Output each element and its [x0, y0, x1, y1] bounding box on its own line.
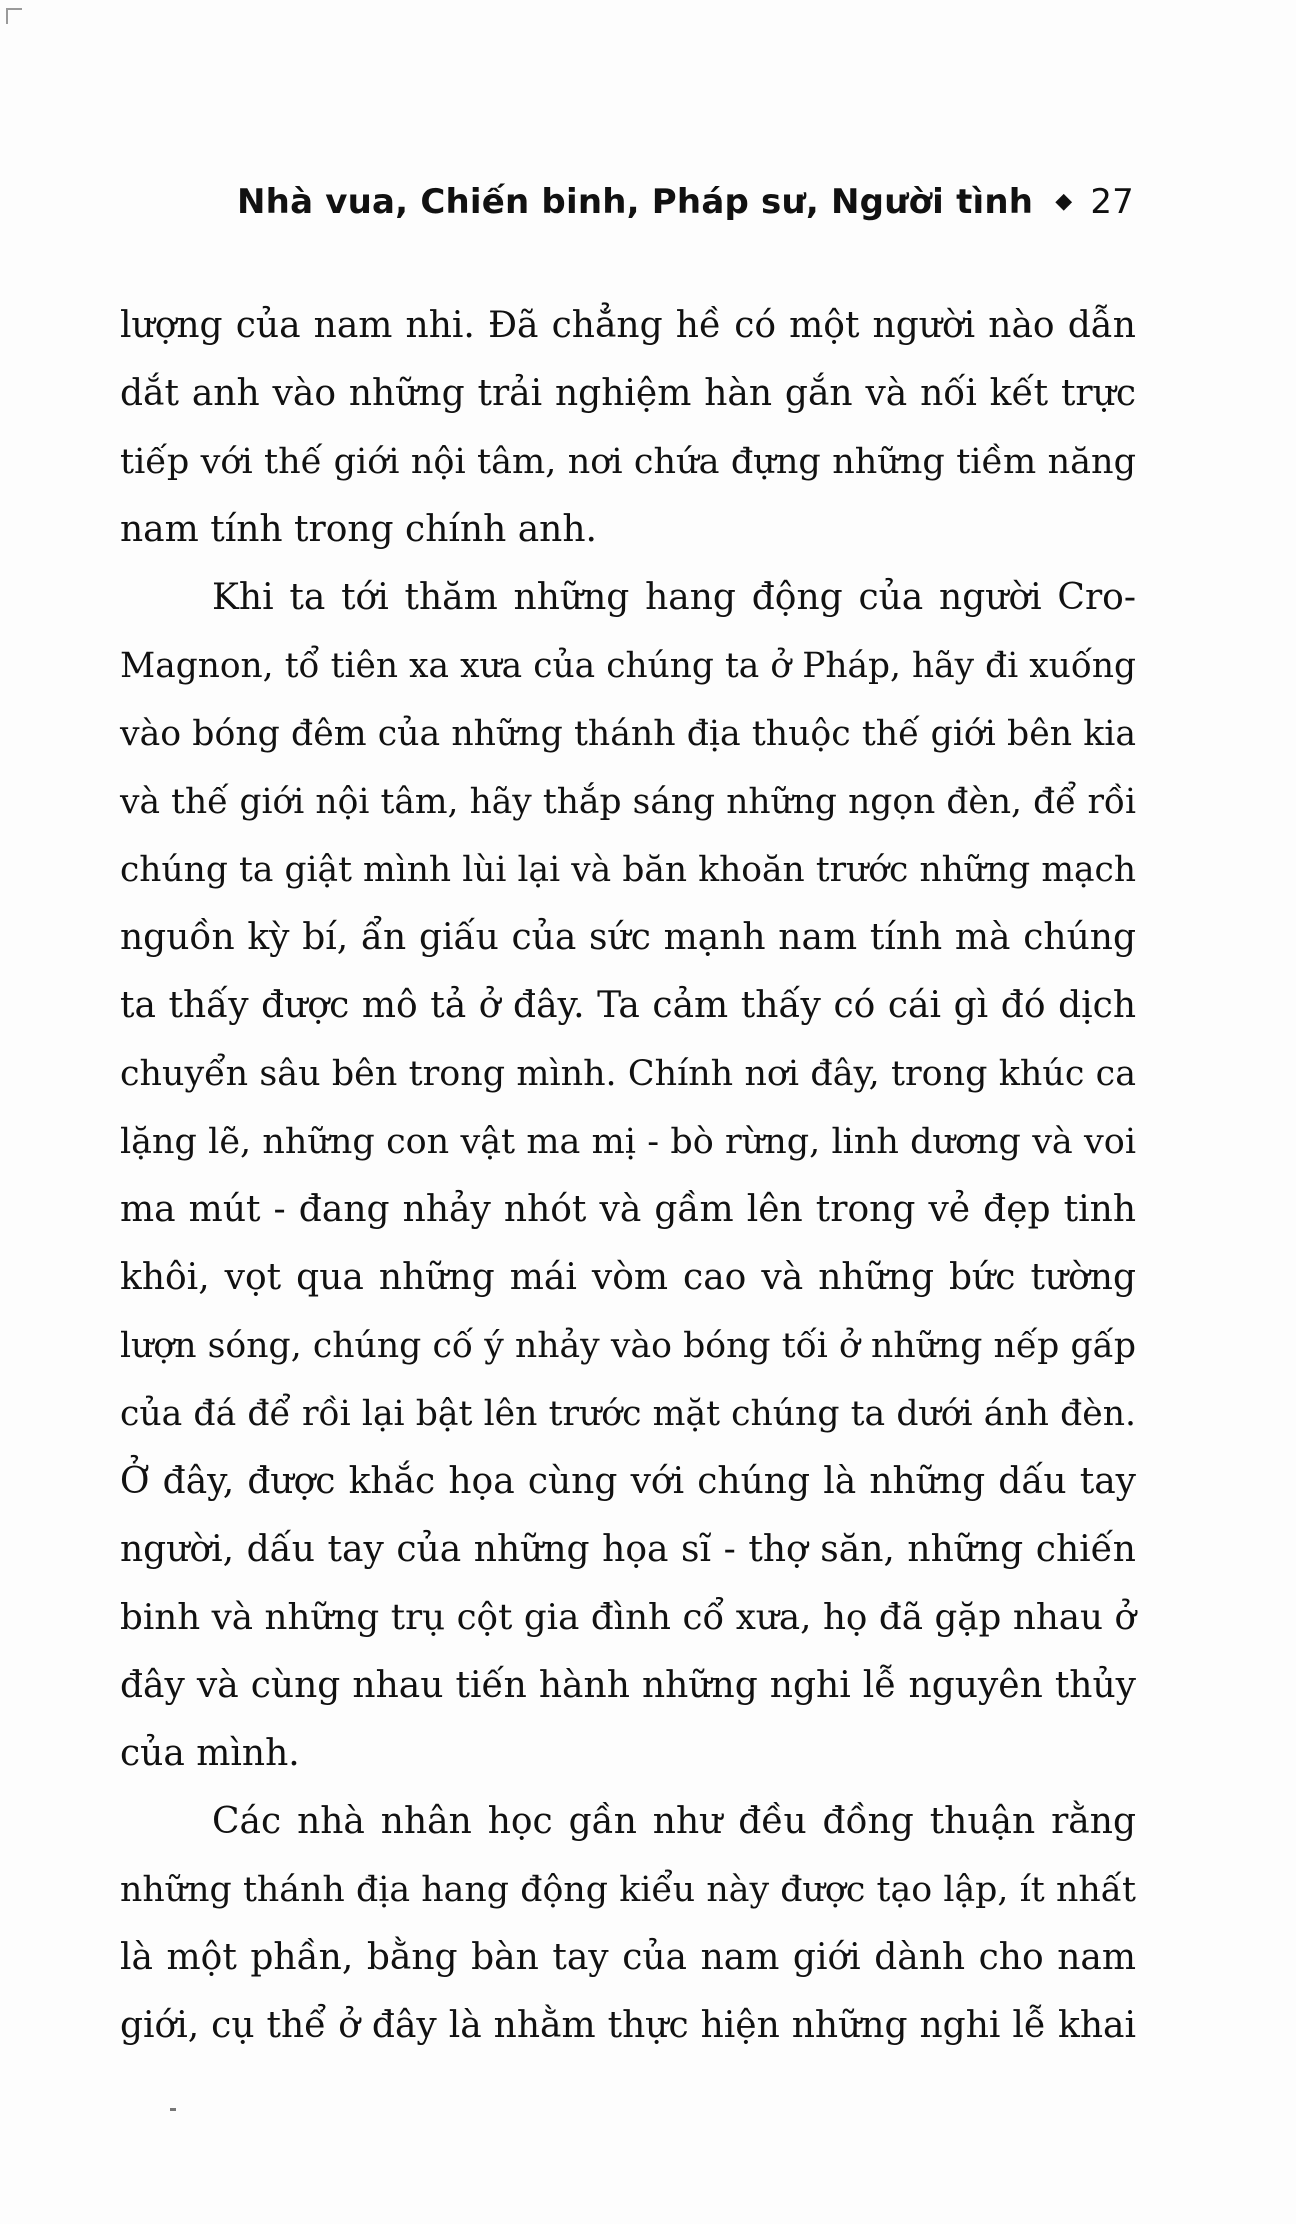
header-title: Nhà vua, Chiến binh, Pháp sư, Người tình [237, 182, 1034, 222]
body-text [120, 292, 1136, 2060]
text-line: Ở đây, được khắc họa cùng với chúng là những dấu tay [120, 1461, 1136, 1502]
text-line: của đá để rồi lại bật lên trước mặt chúng ta dưới ánh đèn. [120, 1394, 1136, 1434]
text-line: và thế giới nội tâm, hãy thắp sáng những ngọn đèn, để rồi [120, 782, 1136, 822]
text-line: lặng lẽ, những con vật ma mị - bò rừng, linh dương và voi [120, 1122, 1136, 1162]
paragraph-1 [120, 292, 1136, 564]
text-line: là một phần, bằng bàn tay của nam giới dành cho nam [120, 1937, 1136, 1978]
text-line: của mình. [120, 1733, 300, 1774]
text-line: ta thấy được mô tả ở đây. Ta cảm thấy có cái gì đó dịch [120, 985, 1136, 1026]
running-header [0, 182, 1134, 222]
text-line: người, dấu tay của những họa sĩ - thợ săn, những chiến [120, 1529, 1136, 1570]
text-line: chuyển sâu bên trong mình. Chính nơi đây, trong khúc ca [120, 1054, 1136, 1094]
text-line: lượn sóng, chúng cố ý nhảy vào bóng tối ở những nếp gấp [120, 1326, 1136, 1366]
text-line: chúng ta giật mình lùi lại và băn khoăn trước những mạch [120, 850, 1136, 890]
diamond-separator-icon: ◆ [1055, 189, 1073, 214]
text-line: Magnon, tổ tiên xa xưa của chúng ta ở Pháp, hãy đi xuống [120, 646, 1136, 686]
scan-corner-mark [6, 8, 22, 24]
paragraph-2 [120, 564, 1136, 1788]
text-line: Khi ta tới thăm những hang động của người Cro- [212, 577, 1136, 618]
text-line: nguồn kỳ bí, ẩn giấu của sức mạnh nam tính mà chúng [120, 917, 1136, 958]
text-line: vào bóng đêm của những thánh địa thuộc thế giới bên kia [120, 714, 1136, 754]
text-line: giới, cụ thể ở đây là nhằm thực hiện những nghi lễ khai [120, 2005, 1136, 2046]
page-number: 27 [1090, 182, 1134, 222]
text-line: lượng của nam nhi. Đã chẳng hề có một người nào dẫn [120, 305, 1136, 346]
text-line: những thánh địa hang động kiểu này được tạo lập, ít nhất [120, 1870, 1136, 1910]
text-line: khôi, vọt qua những mái vòm cao và những bức tường [120, 1257, 1136, 1298]
text-line: Các nhà nhân học gần như đều đồng thuận rằng [212, 1801, 1136, 1842]
paragraph-3 [120, 1788, 1136, 2060]
text-line: binh và những trụ cột gia đình cổ xưa, họ đã gặp nhau ở [120, 1597, 1136, 1638]
text-line: ma mút - đang nhảy nhót và gầm lên trong vẻ đẹp tinh [120, 1189, 1136, 1230]
scan-speck [170, 2108, 176, 2111]
text-line: đây và cùng nhau tiến hành những nghi lễ nguyên thủy [120, 1665, 1136, 1706]
text-line: tiếp với thế giới nội tâm, nơi chứa đựng những tiềm năng [120, 441, 1136, 482]
text-line: nam tính trong chính anh. [120, 509, 597, 550]
text-line: dắt anh vào những trải nghiệm hàn gắn và nối kết trực [120, 373, 1136, 414]
